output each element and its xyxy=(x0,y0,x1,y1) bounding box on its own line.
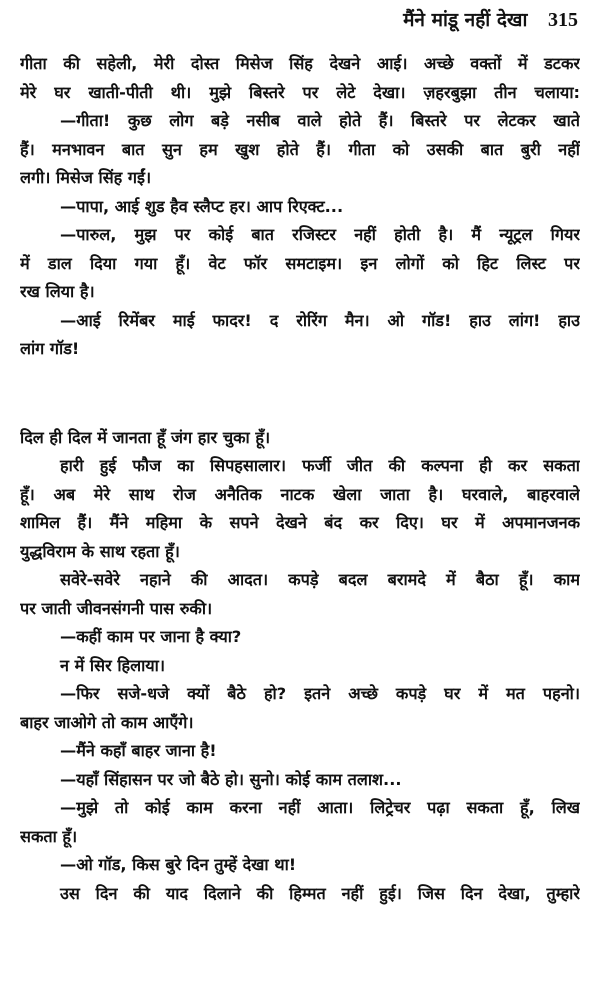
text-line: —फिर सजे-धजे क्यों बैठे हो? इतने अच्छे कपड़े घर में मत पहनो। xyxy=(60,684,580,703)
text-line: हारी हुई फौज का सिपहसालार। फर्जी जीत की कल्पना ही कर सकता xyxy=(60,456,580,475)
text-line: —पापा, आई शुड हैव स्लैप्ट हर। आप रिएक्ट... xyxy=(60,196,344,216)
text-line: —कहीं काम पर जाना है क्या? xyxy=(60,627,242,646)
text-line: लगी। मिसेज सिंह गईं। xyxy=(20,168,152,187)
text-line: —पारुल, मुझ पर कोई बात रजिस्टर नहीं होती है। मैं न्यूट्रल गियर xyxy=(60,225,580,244)
text-line: युद्धविराम के साथ रहता हूँ। xyxy=(20,541,180,561)
text-block-2 xyxy=(20,424,580,909)
page-number: 315 xyxy=(548,9,578,31)
text-line: न में सिर हिलाया। xyxy=(60,655,165,675)
text-line: हैं। मनभावन बात सुन हम खुश होते हैं। गीता को उसकी बात बुरी नहीं xyxy=(20,139,580,159)
text-line: दिल ही दिल में जानता हूँ जंग हार चुका हूँ। xyxy=(20,427,271,447)
text-line: —आई रिमेंबर माई फादर! द रोरिंग मैन। ओ गॉड! हाउ लांग! हाउ xyxy=(60,310,580,330)
text-line: —मैंने कहाँ बाहर जाना है! xyxy=(60,741,217,760)
section-gap xyxy=(20,364,580,424)
page-body xyxy=(20,50,580,908)
text-line: सवेरे-सवेरे नहाने की आदत। कपड़े बदल बरामदे में बैठा हूँ। काम xyxy=(60,570,580,589)
text-line: बाहर जाओगे तो काम आएँगे। xyxy=(20,712,194,732)
text-line: —मुझे तो कोई काम करना नहीं आता। लिट्रेचर पढ़ा सकता हूँ, लिख xyxy=(60,798,580,817)
text-line: उस दिन की याद दिलाने की हिम्मत नहीं हुई। जिस दिन देखा, तुम्हारे xyxy=(60,883,580,903)
text-line: —गीता! कुछ लोग बड़े नसीब वाले होते हैं। बिस्तरे पर लेटकर खाते xyxy=(60,111,580,130)
text-line: —ओ गॉड, किस बुरे दिन तुम्हें देखा था! xyxy=(60,855,297,874)
text-line: मेरे घर खाती-पीती थी। मुझे बिस्तरे पर लेटे देखा। ज़हरबुझा तीन चलाया: xyxy=(20,82,580,102)
running-header xyxy=(403,6,578,32)
text-line: लांग गॉड! xyxy=(20,339,80,358)
text-block-1 xyxy=(20,50,580,364)
text-line: शामिल हैं। मैंने महिमा के सपने देखने बंद कर दिए। घर में अपमानजनक xyxy=(20,513,580,532)
text-line: सकता हूँ। xyxy=(20,826,78,846)
text-line: हूँ। अब मेरे साथ रोज अनैतिक नाटक खेला जाता है। घरवाले, बाहरवाले xyxy=(20,484,580,504)
text-line: —यहाँ सिंहासन पर जो बैठे हो। सुनो। कोई काम तलाश... xyxy=(60,769,402,789)
text-line: पर जाती जीवनसंगनी पास रुकी। xyxy=(20,598,213,618)
text-line: रख लिया है। xyxy=(20,282,95,301)
text-line: में डाल दिया गया हूँ। वेट फॉर समटाइम। इन लोगों को हिट लिस्ट पर xyxy=(20,253,580,273)
running-title: मैंने मांडू नहीं देखा xyxy=(403,9,528,31)
text-line: गीता की सहेली, मेरी दोस्त मिसेज सिंह देखने आई। अच्छे वक्तों में डटकर xyxy=(20,54,580,73)
